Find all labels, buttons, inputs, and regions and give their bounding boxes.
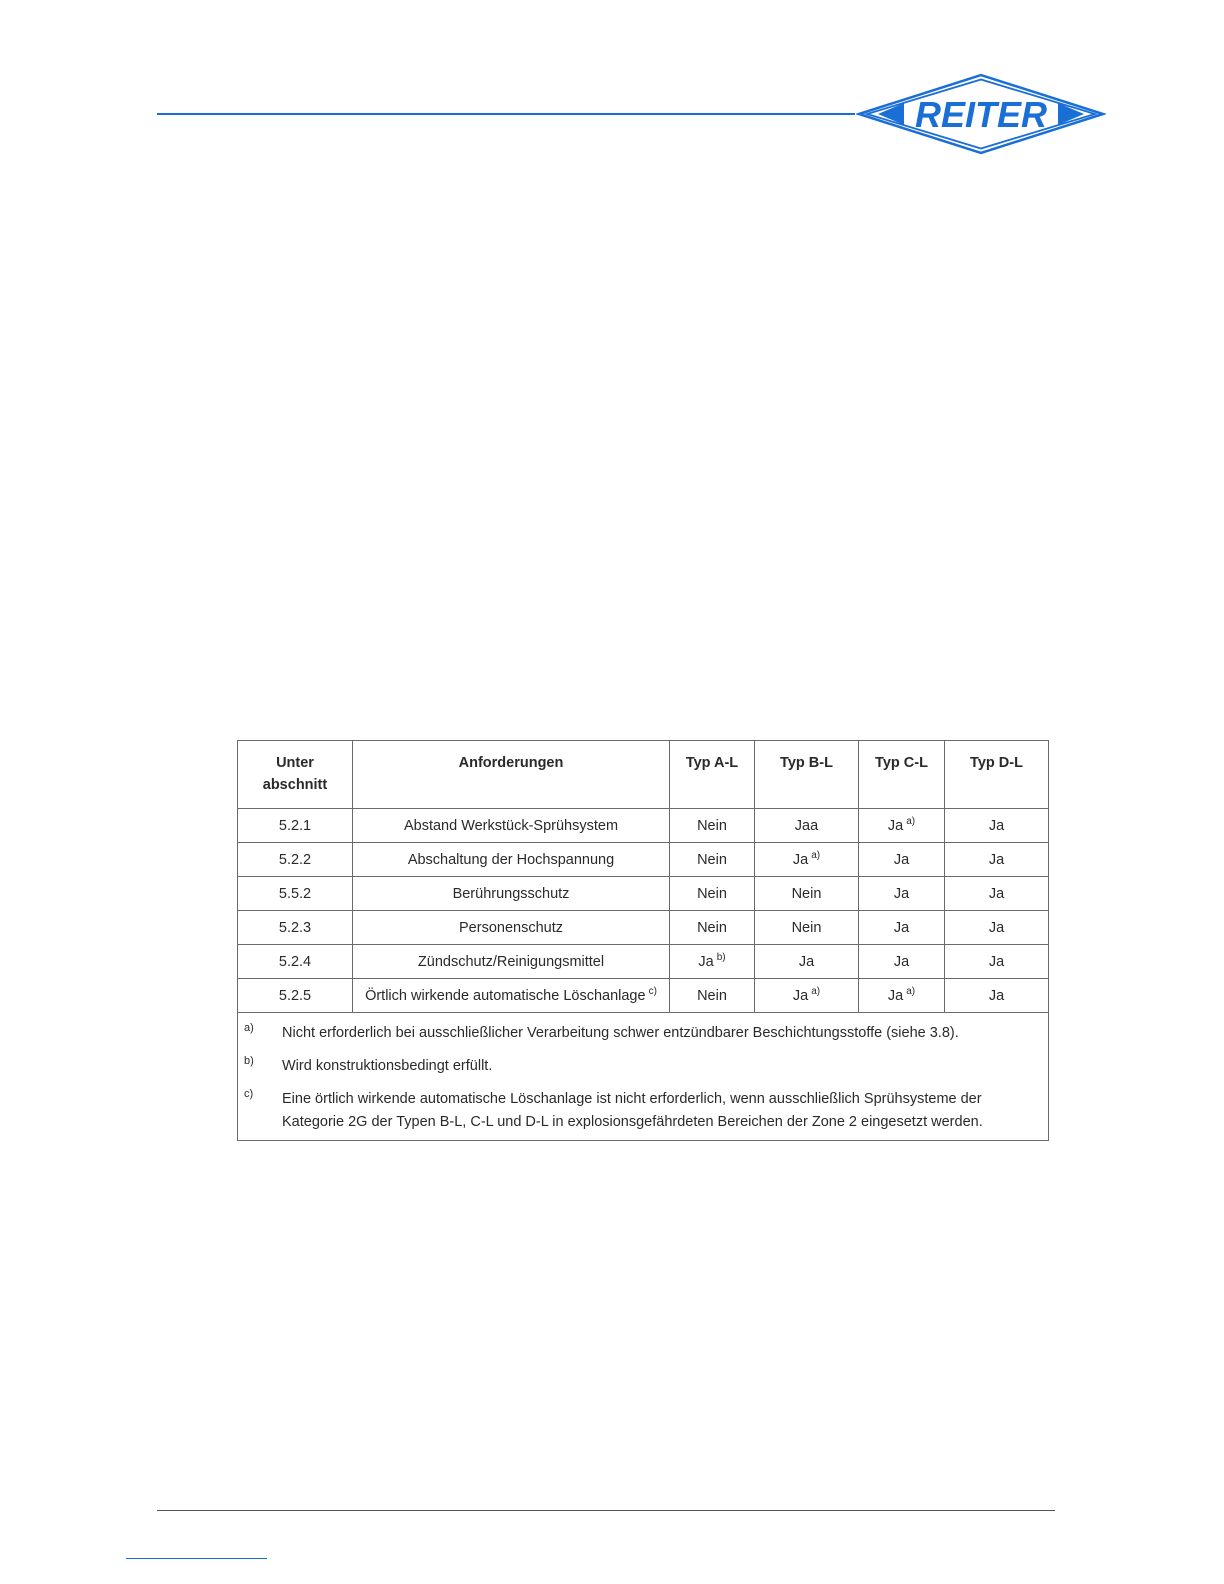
footnote <box>244 1021 1038 1045</box>
value-typ-c: Ja <box>887 987 904 1004</box>
value-typ-c: Ja <box>893 919 910 936</box>
table-header-row <box>238 741 1049 809</box>
requirement-text: Personenschutz <box>459 919 563 936</box>
header-typ-d: Typ D-L <box>945 741 1049 809</box>
cell-typ-a <box>670 911 755 945</box>
requirement-text: Örtlich wirkende automatische Löschanlage <box>365 987 646 1004</box>
header-section-line-2: abschnitt <box>262 777 328 793</box>
table-row <box>238 979 1049 1013</box>
footnote-text: Eine örtlich wirkende automatische Löschanlage ist nicht erforderlich, wenn ausschließlich Sprühsysteme der Kategorie 2G der Typen B-L, C-L und D-L in explosionsgefährdeten Bereichen der Zone 2 eingesetzt werden. <box>282 1091 983 1130</box>
footnote-mark: c) <box>244 1088 254 1100</box>
value-typ-d: Ja <box>988 919 1005 936</box>
value-typ-a: Nein <box>697 851 727 868</box>
footer-link-underline <box>126 1558 267 1559</box>
value-typ-c: Ja <box>893 851 910 868</box>
footnote-text: Nicht erforderlich bei ausschließlicher Verarbeitung schwer entzündbarer Beschichtungsstoffe (siehe 3.8). <box>282 1025 959 1041</box>
cell-typ-a <box>670 979 755 1013</box>
header-requirement: Anforderungen <box>353 741 670 809</box>
cell-typ-a <box>670 945 755 979</box>
value-typ-b: Nein <box>791 885 822 902</box>
footnote-mark: a) <box>244 1022 254 1034</box>
cell-typ-c <box>859 945 945 979</box>
cell-typ-b <box>755 979 859 1013</box>
cell-typ-c <box>859 843 945 877</box>
cell-section: 5.5.2 <box>238 877 353 911</box>
cell-typ-b <box>755 843 859 877</box>
cell-typ-d <box>945 877 1049 911</box>
value-typ-b: Jaa <box>794 817 819 834</box>
table-row <box>238 843 1049 877</box>
footnote <box>244 1054 1038 1078</box>
requirements-table <box>237 740 1049 1141</box>
header-section <box>238 741 353 809</box>
cell-requirement <box>353 809 670 843</box>
footnote-ref: a) <box>906 815 916 827</box>
cell-typ-c <box>859 809 945 843</box>
cell-typ-d <box>945 843 1049 877</box>
footnote-ref: a) <box>906 985 916 997</box>
value-typ-c: Ja <box>887 817 904 834</box>
requirement-text: Zündschutz/Reinigungsmittel <box>417 953 605 970</box>
logo-text: REITER <box>914 94 1048 135</box>
cell-typ-b <box>755 945 859 979</box>
footnote <box>244 1087 1038 1134</box>
table-row <box>238 911 1049 945</box>
cell-typ-a <box>670 877 755 911</box>
value-typ-b: Ja <box>798 953 815 970</box>
value-typ-d: Ja <box>988 817 1005 834</box>
value-typ-a: Ja <box>698 953 714 970</box>
value-typ-a: Nein <box>697 987 727 1004</box>
cell-typ-a <box>670 809 755 843</box>
cell-typ-d <box>945 979 1049 1013</box>
cell-typ-d <box>945 945 1049 979</box>
cell-typ-b <box>755 809 859 843</box>
footnote-text: Wird konstruktionsbedingt erfüllt. <box>282 1058 493 1074</box>
table-row <box>238 809 1049 843</box>
value-typ-b: Ja <box>792 987 809 1004</box>
cell-typ-c <box>859 877 945 911</box>
cell-section: 5.2.2 <box>238 843 353 877</box>
value-typ-c: Ja <box>893 953 910 970</box>
footnote-ref: b) <box>716 951 726 963</box>
value-typ-a: Nein <box>697 885 727 902</box>
cell-typ-b <box>755 877 859 911</box>
footnote-ref: c) <box>648 985 657 997</box>
cell-typ-b <box>755 911 859 945</box>
requirement-text: Abschaltung der Hochspannung <box>407 851 615 868</box>
value-typ-d: Ja <box>988 987 1005 1004</box>
table-notes-row <box>238 1013 1049 1141</box>
value-typ-a: Nein <box>697 817 727 834</box>
table-row <box>238 945 1049 979</box>
cell-requirement <box>353 945 670 979</box>
header-section-line-1: Unter <box>276 755 314 771</box>
cell-requirement <box>353 877 670 911</box>
footnote-ref: a) <box>811 849 821 861</box>
header-typ-b: Typ B-L <box>755 741 859 809</box>
cell-typ-c <box>859 979 945 1013</box>
cell-section: 5.2.4 <box>238 945 353 979</box>
cell-section: 5.2.1 <box>238 809 353 843</box>
cell-typ-d <box>945 911 1049 945</box>
requirement-text: Berührungsschutz <box>452 885 570 902</box>
header-typ-a: Typ A-L <box>670 741 755 809</box>
header-rule <box>157 113 855 115</box>
footnote-ref: a) <box>811 985 821 997</box>
cell-requirement <box>353 911 670 945</box>
footer-rule <box>157 1510 1055 1511</box>
value-typ-b: Ja <box>792 851 809 868</box>
value-typ-c: Ja <box>893 885 910 902</box>
requirement-text: Abstand Werkstück-Sprühsystem <box>403 817 619 834</box>
header-typ-c: Typ C-L <box>859 741 945 809</box>
cell-requirement <box>353 843 670 877</box>
cell-section: 5.2.5 <box>238 979 353 1013</box>
reiter-logo <box>856 72 1106 156</box>
cell-typ-d <box>945 809 1049 843</box>
value-typ-b: Nein <box>791 919 822 936</box>
requirements-table-container <box>237 740 1048 1141</box>
value-typ-d: Ja <box>988 953 1005 970</box>
cell-requirement <box>353 979 670 1013</box>
cell-typ-a <box>670 843 755 877</box>
cell-typ-c <box>859 911 945 945</box>
cell-section: 5.2.3 <box>238 911 353 945</box>
footnote-mark: b) <box>244 1055 254 1067</box>
value-typ-a: Nein <box>697 919 727 936</box>
value-typ-d: Ja <box>988 885 1005 902</box>
table-row <box>238 877 1049 911</box>
table-notes <box>238 1013 1049 1141</box>
value-typ-d: Ja <box>988 851 1005 868</box>
